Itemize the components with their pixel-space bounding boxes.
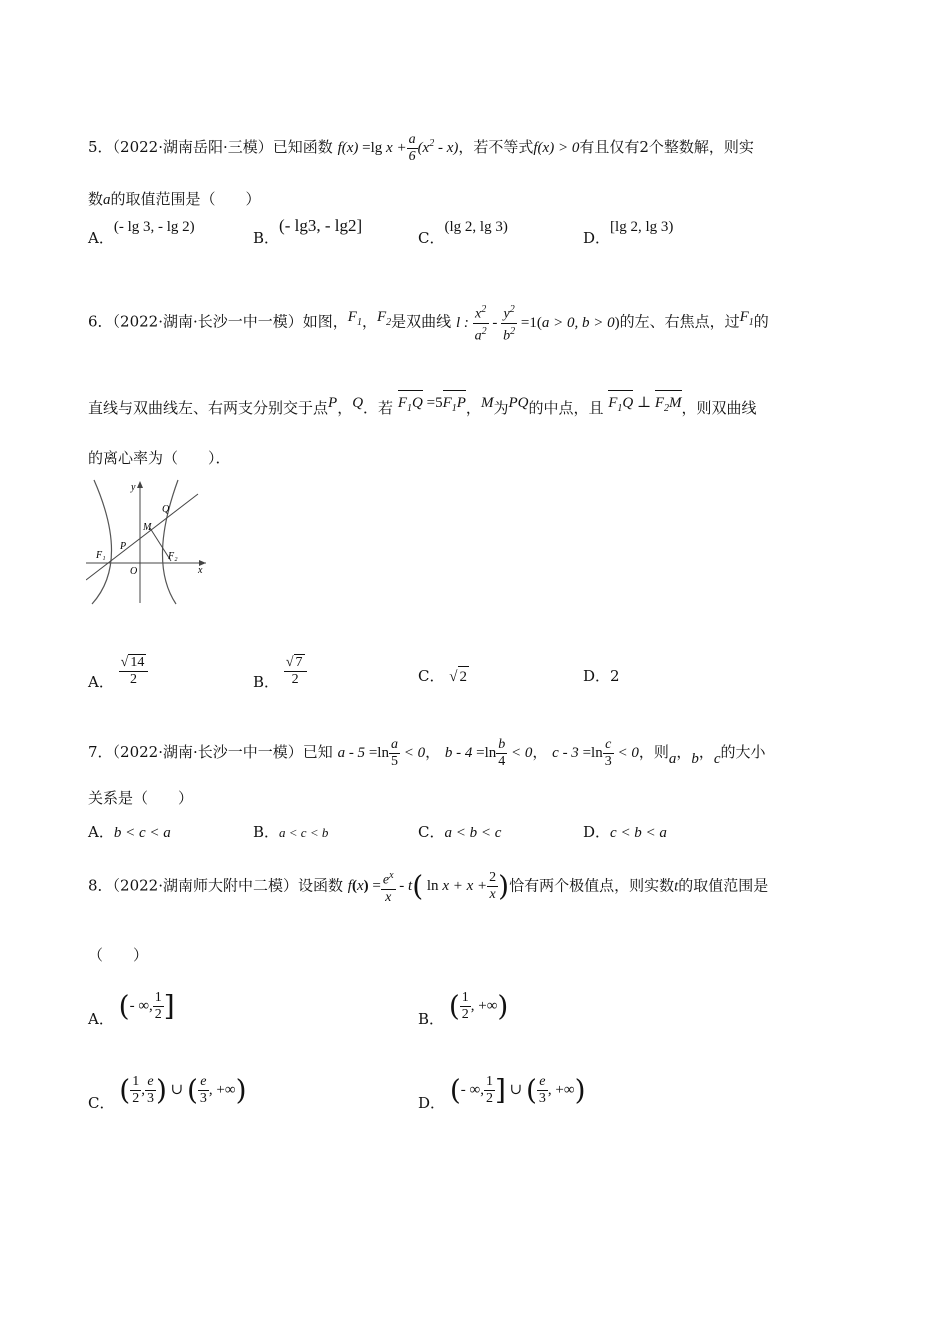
q7-option-a: A．b < c < a — [88, 823, 171, 841]
q5-option-c: C．(lg 2, lg 3) — [418, 219, 508, 247]
q8-option-a: A． (- ∞, $\frac{1}{2}$ ] — [88, 989, 175, 1028]
q7-line1: 7．（2022·湖南·长沙一中一模）已知 a - 5 =ln $\frac{a}{5}$ < 0， b - 4 =ln $\frac{b}{4}$ < 0， c - 3 =ln $\frac{c}{3}$ < 0，则a，b，c的大小 — [88, 737, 766, 769]
q6-option-c: C． √ 2 — [418, 667, 467, 685]
q8-option-c: C． ( $\frac{1}{2}$ , $\frac{e}{3}$ ) ∪ ( $\frac{e}{3}$ , +∞) — [88, 1073, 247, 1112]
q8-line1: 8．（2022·湖南师大附中二模）设函数 f(x) = $\frac{e^x}{x}$ - t( ln x + x + $\frac{2}{x}$ )恰有两个极值点，则实数t的取值范围是 — [88, 869, 769, 905]
q7-option-d: D．c < b < a — [583, 823, 667, 841]
q5-option-a: A．(- lg 3, - lg 2) — [88, 219, 195, 247]
q5-source: （2022·湖南岳阳·三模） — [112, 137, 273, 156]
q5-option-b: B．(- lg3, - lg2] — [253, 216, 363, 247]
q7-option-b: B．a < c < b — [253, 823, 329, 841]
q7-condition-a: a - 5 =ln $\frac{a}{5}$ < 0 — [337, 737, 426, 769]
label-x: x — [198, 565, 203, 576]
q5-function-formula: f(x) =lg x + $\frac{a}{6}$ $(x^2 - x)$ — [337, 132, 459, 164]
q6-number: 6． — [88, 312, 113, 331]
q7-source: （2022·湖南·长沙一中一模） — [112, 742, 303, 761]
q7-line2: 关系是（ ） — [88, 789, 194, 807]
q8-option-d: D． (- ∞, $\frac{1}{2}$ ] ∪ ( $\frac{e}{3}$ , +∞) — [418, 1073, 586, 1112]
q5-line2: 数a的取值范围是（ ） — [88, 190, 261, 208]
q7-number: 7． — [88, 742, 113, 761]
q6-option-a: A． $\frac{√ 14}{2}$ — [88, 666, 148, 700]
q6-perpendicular-relation: $F_1Q$ ⊥ $F_2M$ — [608, 395, 681, 411]
q5-line1: 5．（2022·湖南岳阳·三模）已知函数 f(x) =lg x + $\frac{a}{6}$ $(x^2 - x)$，若不等式f(x) > 0有且仅有2个整数解，则实 — [88, 132, 754, 164]
q6-line1: 6．（2022·湖南·长沙一中一模）如图，$F_1$，$F_2$是双曲线 l : $\frac{x^2}{a^2}$ - $\frac{y^2}{b^2}$ =1(a > 0, b > 0)的左、右焦点，过$F_1$的 — [88, 304, 769, 344]
q5-option-d: D．[lg 2, lg 3) — [583, 219, 674, 247]
label-q: Q — [162, 504, 170, 515]
left-branch — [92, 480, 112, 604]
q6-option-b: B． $\frac{√ 7}{2}$ — [253, 666, 307, 700]
y-axis-arrow-icon — [137, 481, 143, 488]
q6-vector-relation: $F_1Q =5F_1P$ — [398, 395, 466, 411]
q8-number: 8． — [88, 876, 113, 895]
label-p: P — [120, 541, 127, 552]
q8-function-formula: f(x) = $\frac{e^x}{x}$ - t( ln x + x + $\frac{2}{x}$ ) — [347, 869, 510, 905]
q7-condition-c: c - 3 =ln $\frac{c}{3}$ < 0 — [552, 737, 639, 769]
q7-option-c: C．a < b < c — [418, 823, 502, 841]
q5-number: 5． — [88, 137, 113, 156]
label-o: O — [130, 566, 138, 577]
right-branch — [162, 480, 178, 604]
q8-source: （2022·湖南师大附中二模） — [112, 876, 298, 895]
q6-source: （2022·湖南·长沙一中一模） — [112, 312, 303, 331]
line-f1-q — [86, 494, 198, 580]
hyperbola-figure — [86, 478, 210, 606]
q6-hyperbola-formula: l : $\frac{x^2}{a^2}$ - $\frac{y^2}{b^2}$ =1(a > 0, b > 0) — [455, 304, 620, 344]
q6-option-d: D．2 — [583, 667, 620, 685]
label-f1: F₁ — [96, 550, 106, 561]
q7-condition-b: b - 4 =ln $\frac{b}{4}$ < 0 — [444, 737, 533, 769]
label-f2: F₂ — [168, 551, 178, 562]
label-y: y — [131, 482, 136, 493]
q8-option-b: B． ( $\frac{1}{2}$ , +∞) — [418, 989, 509, 1028]
label-m: M — [143, 522, 152, 533]
q8-line2: （ ） — [88, 946, 149, 964]
q6-line3: 的离心率为（ ）． — [88, 449, 231, 467]
q5-inequality: f(x) > 0 — [533, 139, 580, 156]
q6-line2: 直线与双曲线左、右两支分别交于点P，Q．若 $F_1Q =5F_1P$，M为PQ的中点，且 $F_1Q$ ⊥ $F_2M$，则双曲线 — [88, 395, 757, 417]
